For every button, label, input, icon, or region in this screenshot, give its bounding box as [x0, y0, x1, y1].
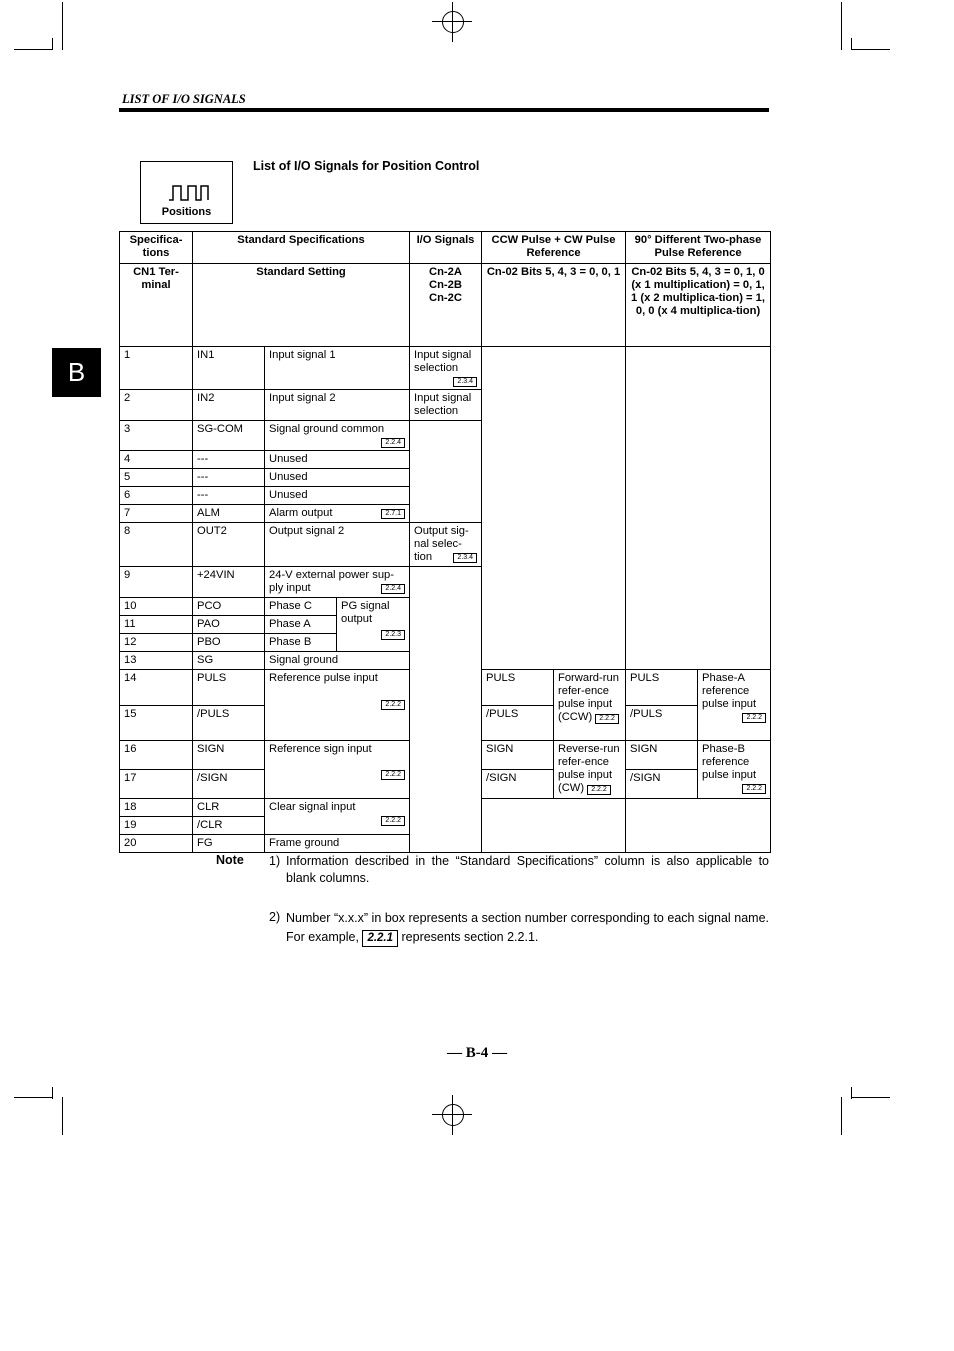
signal-name: ---	[193, 487, 265, 505]
section-ref: 2.2.4	[381, 438, 405, 448]
two-phase-desc: Phase-A reference pulse input	[702, 672, 757, 710]
section-ref: 2.3.4	[453, 377, 477, 387]
ccw-signal: /PULS	[482, 706, 554, 741]
signal-desc-cell	[265, 799, 410, 835]
io-blank	[410, 567, 482, 853]
signal-name: IN2	[193, 390, 265, 421]
signal-name: SG	[193, 652, 265, 670]
signal-desc: Phase C	[265, 598, 337, 616]
two-phase-blank	[626, 347, 771, 670]
signal-name: /CLR	[193, 817, 265, 835]
io-blank	[410, 421, 482, 523]
ccw-desc: Reverse-run refer-ence pulse input (CW)	[558, 743, 620, 794]
signal-name: PCO	[193, 598, 265, 616]
terminal-no: 14	[120, 670, 193, 706]
section-ref: 2.2.2	[742, 713, 766, 723]
signal-desc-cell	[265, 741, 410, 799]
signal-desc: Signal ground common	[269, 423, 385, 435]
note-2-text-a: Number “x.x.x” in box represents a section number corresponding to each signal name. For example,	[286, 911, 769, 944]
section-ref: 2.2.3	[381, 630, 405, 640]
pg-output-label: PG signal output	[341, 600, 390, 625]
signal-desc: Signal ground	[265, 652, 410, 670]
example-section-ref: 2.2.1	[362, 930, 398, 947]
note-1-text: Information described in the “Standard Specifications” column is also applicable to blank columns.	[286, 854, 769, 885]
ccw-desc-cell	[554, 741, 626, 799]
signal-desc: Alarm output	[269, 507, 333, 519]
two-phase-desc: Phase-B reference pulse input	[702, 743, 757, 781]
note-label: Note	[216, 853, 244, 867]
terminal-no: 2	[120, 390, 193, 421]
signal-name: PULS	[193, 670, 265, 706]
ccw-desc-cell	[554, 670, 626, 741]
chapter-tab: B	[52, 348, 101, 397]
signal-name: PBO	[193, 634, 265, 652]
two-phase-signal: SIGN	[626, 741, 698, 770]
two-phase-desc-cell	[698, 670, 771, 741]
signal-name: /PULS	[193, 706, 265, 741]
note-1-number: 1)	[269, 854, 281, 868]
section-ref: 2.2.2	[595, 714, 619, 724]
io-text: Input signal selection	[414, 349, 472, 374]
positions-label: Positions	[161, 206, 212, 218]
section-ref: 2.2.4	[381, 584, 405, 594]
table-header-row-1	[120, 232, 771, 264]
signal-name: ---	[193, 451, 265, 469]
two-phase-setting-header: Cn-02 Bits 5, 4, 3 = 0, 1, 0 (x 1 multiplication) = 0, 1, 1 (x 2 multiplica-tion) = 1, 0, 0 (x 4 multiplica-tion)	[626, 264, 771, 347]
signal-desc-cell	[265, 567, 410, 598]
signal-desc: Input signal 2	[265, 390, 410, 421]
section-ref: 2.2.2	[742, 784, 766, 794]
signal-name: IN1	[193, 347, 265, 390]
signal-desc: Phase A	[265, 616, 337, 634]
std-setting-header: Standard Setting	[193, 264, 410, 347]
section-ref: 2.7.1	[381, 509, 405, 519]
io-signal-table	[119, 231, 771, 853]
ccw-signal: SIGN	[482, 741, 554, 770]
signal-desc: Clear signal input	[269, 801, 356, 813]
terminal-no: 9	[120, 567, 193, 598]
two-phase-desc-cell	[698, 741, 771, 799]
section-title: List of I/O Signals for Position Control	[253, 159, 480, 173]
ccw-signal: /SIGN	[482, 770, 554, 799]
terminal-no: 13	[120, 652, 193, 670]
section-ref: 2.2.2	[381, 700, 405, 710]
ccw-desc: Forward-run refer-ence pulse input (CCW)	[558, 672, 619, 723]
terminal-no: 4	[120, 451, 193, 469]
terminal-no: 7	[120, 505, 193, 523]
io-text: Input signal selection	[410, 390, 482, 421]
signal-name: CLR	[193, 799, 265, 817]
terminal-no: 16	[120, 741, 193, 770]
signal-name: PAO	[193, 616, 265, 634]
signal-desc: Output signal 2	[265, 523, 410, 567]
pg-output-cell	[337, 598, 410, 652]
signal-desc-cell	[265, 670, 410, 741]
terminal-no: 8	[120, 523, 193, 567]
signal-name: SG-COM	[193, 421, 265, 451]
signal-name: FG	[193, 835, 265, 853]
two-phase-signal: /PULS	[626, 706, 698, 741]
terminal-no: 19	[120, 817, 193, 835]
section-ref: 2.2.2	[381, 770, 405, 780]
terminal-no: 11	[120, 616, 193, 634]
header-rule	[119, 108, 769, 112]
signal-desc: Input signal 1	[265, 347, 410, 390]
signal-desc: 24-V external power sup-ply input	[269, 569, 394, 594]
ccw-setting-header: Cn-02 Bits 5, 4, 3 = 0, 0, 1	[482, 264, 626, 347]
two-phase-blank	[626, 799, 771, 853]
signal-name: OUT2	[193, 523, 265, 567]
ccw-signal: PULS	[482, 670, 554, 706]
io-cell	[410, 347, 482, 390]
signal-desc: Reference sign input	[269, 743, 372, 755]
terminal-no: 17	[120, 770, 193, 799]
signal-name: +24VIN	[193, 567, 265, 598]
ccw-blank	[482, 799, 626, 853]
terminal-no: 15	[120, 706, 193, 741]
terminal-no: 3	[120, 421, 193, 451]
signal-name: ALM	[193, 505, 265, 523]
terminal-no: 12	[120, 634, 193, 652]
terminal-no: 1	[120, 347, 193, 390]
signal-name: SIGN	[193, 741, 265, 770]
terminal-no: 6	[120, 487, 193, 505]
signal-desc: Phase B	[265, 634, 337, 652]
terminal-no: 20	[120, 835, 193, 853]
signal-desc: Unused	[265, 469, 410, 487]
signal-desc-cell	[265, 505, 410, 523]
cn1-terminal-header: CN1 Ter-minal	[120, 264, 193, 347]
io-text: Output sig-nal selec-tion	[414, 525, 469, 563]
signal-desc: Frame ground	[265, 835, 410, 853]
signal-name: /SIGN	[193, 770, 265, 799]
terminal-no: 5	[120, 469, 193, 487]
two-phase-signal: PULS	[626, 670, 698, 706]
signal-desc: Unused	[265, 487, 410, 505]
two-phase-signal: /SIGN	[626, 770, 698, 799]
io-cell	[410, 523, 482, 567]
note-2-number: 2)	[269, 910, 281, 924]
signal-name: ---	[193, 469, 265, 487]
ccw-pulse-header: CCW Pulse + CW Pulse Reference	[482, 232, 626, 264]
table-row	[120, 347, 771, 390]
spec-header: Specifica-tions	[120, 232, 193, 264]
note-2-text	[286, 909, 769, 947]
io-signals-header: I/O Signals	[410, 232, 482, 264]
section-ref: 2.2.2	[587, 785, 611, 795]
section-ref: 2.2.2	[381, 816, 405, 826]
signal-desc: Reference pulse input	[269, 672, 378, 684]
cn-params-header: Cn-2A Cn-2B Cn-2C	[410, 264, 482, 347]
table-header-row-2	[120, 264, 771, 347]
signal-desc-cell	[265, 421, 410, 451]
section-ref: 2.3.4	[453, 553, 477, 563]
terminal-no: 18	[120, 799, 193, 817]
running-header: LIST OF I/O SIGNALS	[122, 92, 246, 106]
terminal-no: 10	[120, 598, 193, 616]
page-number: — B-4 —	[447, 1045, 507, 1061]
signal-desc: Unused	[265, 451, 410, 469]
pulse-icon	[141, 162, 234, 202]
std-spec-header: Standard Specifications	[193, 232, 410, 264]
two-phase-header: 90° Different Two-phase Pulse Reference	[626, 232, 771, 264]
ccw-blank	[482, 347, 626, 670]
note-2-text-b: represents section 2.2.1.	[401, 930, 539, 944]
